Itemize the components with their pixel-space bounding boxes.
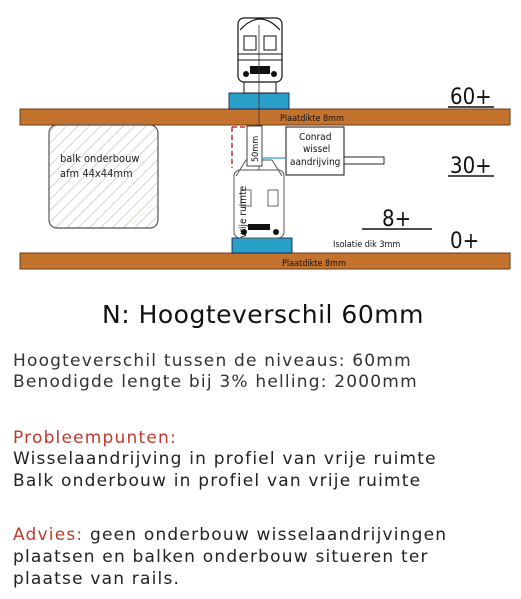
- problem-item-1: Wisselaandrijving in profiel van vrije ruimte: [13, 449, 437, 469]
- beam-label-2: afm 44x44mm: [60, 167, 133, 180]
- bottom-plate: [20, 253, 510, 269]
- level-0-label: 0+: [450, 229, 480, 254]
- level-60-label: 60+: [450, 85, 492, 110]
- conrad-rod: [344, 157, 384, 164]
- info-line-2: Benodigde lengte bij 3% helling: 2000mm: [13, 372, 418, 392]
- conrad-label-1: Conrad: [299, 132, 332, 143]
- vertical-dimension-label: 50mm: [251, 135, 261, 162]
- conrad-label-2: wissel: [303, 144, 331, 155]
- cross-section-diagram: [0, 0, 521, 290]
- top-plate-label: Plaatdikte 8mm: [280, 114, 344, 124]
- isolatie-label: Isolatie dik 3mm: [333, 240, 401, 250]
- conrad-label-3: aandrijving: [290, 157, 341, 168]
- advice-text-1: geen onderbouw wisselaandrijvingen: [83, 525, 448, 545]
- advice-line-2: plaatsen en balken onderbouw situeren ter: [13, 547, 429, 567]
- section-title: N: Hoogteverschil 60mm: [102, 300, 424, 329]
- top-plate: [20, 109, 510, 125]
- beam-label-1: balk onderbouw: [60, 152, 140, 165]
- vrije-ruimte-label: vrije ruimte: [238, 185, 249, 238]
- advice-line-3: plaatse van rails.: [13, 569, 181, 589]
- info-line-1: Hoogteverschil tussen de niveaus: 60mm: [13, 351, 412, 371]
- level-30-label: 30+: [450, 154, 492, 179]
- advice-line-1: [13, 525, 447, 545]
- advice-label: Advies:: [13, 525, 84, 545]
- problem-item-2: Balk onderbouw in profiel van vrije ruimte: [13, 471, 422, 491]
- problems-heading: Probleempunten:: [13, 428, 177, 448]
- level-8-label: 8+: [382, 207, 412, 232]
- bottom-plate-label: Plaatdikte 8mm: [282, 259, 346, 269]
